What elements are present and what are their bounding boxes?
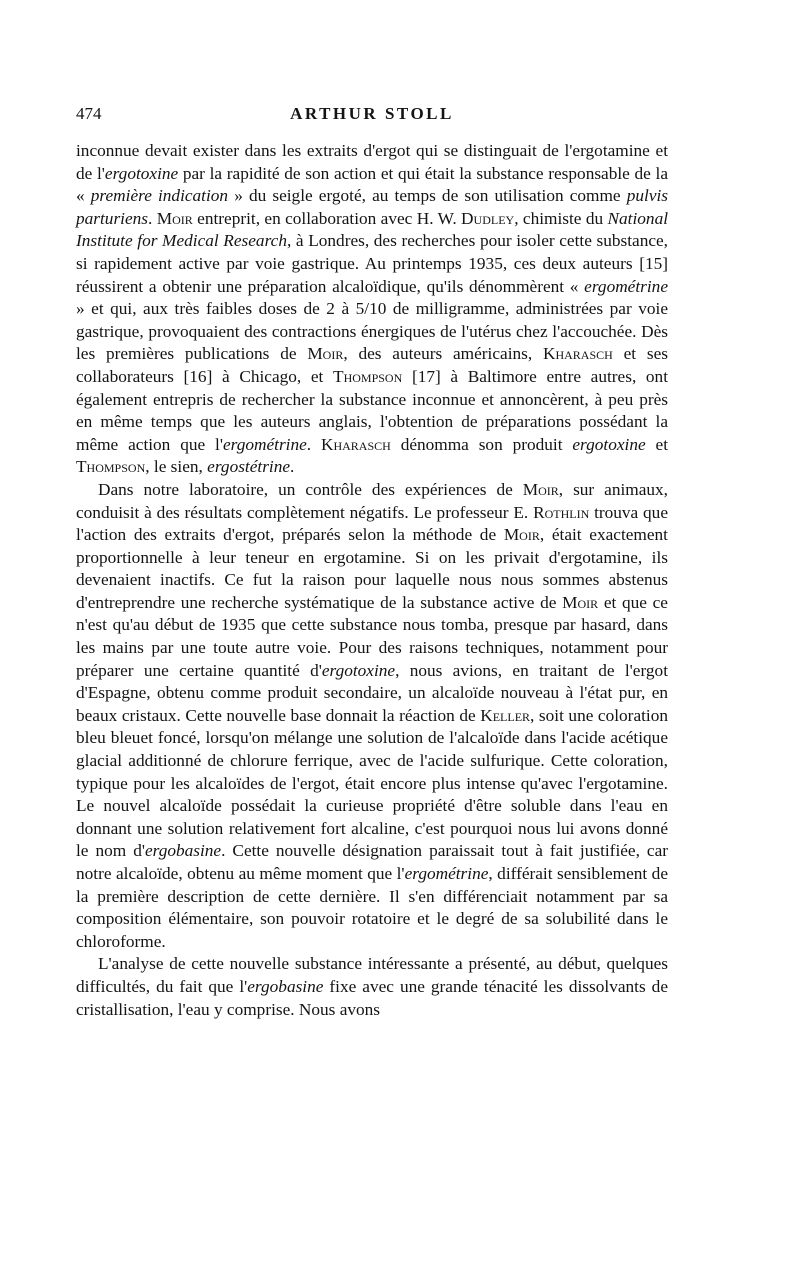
paragraph-1: inconnue devait exister dans les extraits d'ergot qui se distinguait de l'ergotamine et de l'ergotoxine par la rapidité de son action et qui était la substance responsable de la « première indication » du seigle ergoté, au temps de son utilisation comme pulvis parturiens. Moir entreprit, en collaboration avec H. W. Dudley, chimiste du National Institute for Medical Research, à Londres, des recherches pour isoler cette substance, si rapidement active par voie gastrique. Au printemps 1935, ces deux auteurs [15] réussirent a obtenir une préparation alcaloïdique, qu'ils dénommèrent « ergométrine » et qui, aux très faibles doses de 2 à 5/10 de milligramme, administrées par voie gastrique, provoquaient des contractions énergiques de l'utérus chez l'accouchée. Dès les premières publications de Moir, des auteurs américains, Kharasch et ses collaborateurs [16] à Chicago, et Thompson [17] à Baltimore entre autres, ont également entrepris de rechercher la substance inconnue et annoncèrent, à peu près en même temps que les auteurs anglais, l'obtention de préparations possédant la même action que l'ergométrine. Kharasch dénomma son produit ergotoxine et Thompson, le sien, ergostétrine. bbox=[76, 141, 669, 477]
running-title: ARTHUR STOLL bbox=[290, 104, 454, 123]
paragraph-2: Dans notre laboratoire, un contrôle des expériences de Moir, sur animaux, conduisit à des résultats complètement négatifs. Le professeur E. Rothlin trouva que l'action des extraits d'ergot, préparés selon la méthode de Moir, était exactement proportionnelle à leur teneur en ergotamine. Si on les privait d'ergotamine, ils devenaient inactifs. Ce fut la raison pour laquelle nous nous sommes abstenus d'entreprendre une recherche systématique de la substance active de Moir et que ce n'est qu'au début de 1935 que cette substance nous tomba, presque par hasard, dans les mains par une toute autre voie. Pour des raisons techniques, notamment pour préparer une certaine quantité d'ergotoxine, nous avions, en traitant de l'ergot d'Espagne, obtenu comme produit secondaire, un alcaloïde nouveau à l'état pur, en beaux cristaux. Cette nouvelle base donnait la réaction de Keller, soit une coloration bleu bleuet foncé, lorsqu'on mélange une solution de l'alcaloïde dans l'acide acétique glacial additionné de chlorure ferrique, avec de l'acide sulfurique. Cette coloration, typique pour les alcaloïdes de l'ergot, était encore plus intense qu'avec l'ergotamine. Le nouvel alcaloïde possédait la curieuse propriété d'être soluble dans l'eau en donnant une solution relativement fort alcaline, c'est pourquoi nous lui avons donné le nom d'ergobasine. Cette nouvelle désignation paraissait tout à fait justifiée, car notre alcaloïde, obtenu au même moment que l'ergométrine, différait sensiblement de la première description de cette dernière. Il s'en différenciait notamment par sa composition élémentaire, son pouvoir rotatoire et le degré de sa solubilité dans le chloroforme. bbox=[76, 479, 668, 951]
body-text bbox=[76, 140, 668, 1021]
page-header bbox=[76, 104, 668, 128]
paragraph-3: L'analyse de cette nouvelle substance intéressante a présenté, au début, quelques difficultés, du fait que l'ergobasine fixe avec une grande ténacité les dissolvants de cristallisation, l'eau y comprise. Nous avons bbox=[76, 954, 668, 1019]
page-number: 474 bbox=[76, 104, 102, 123]
